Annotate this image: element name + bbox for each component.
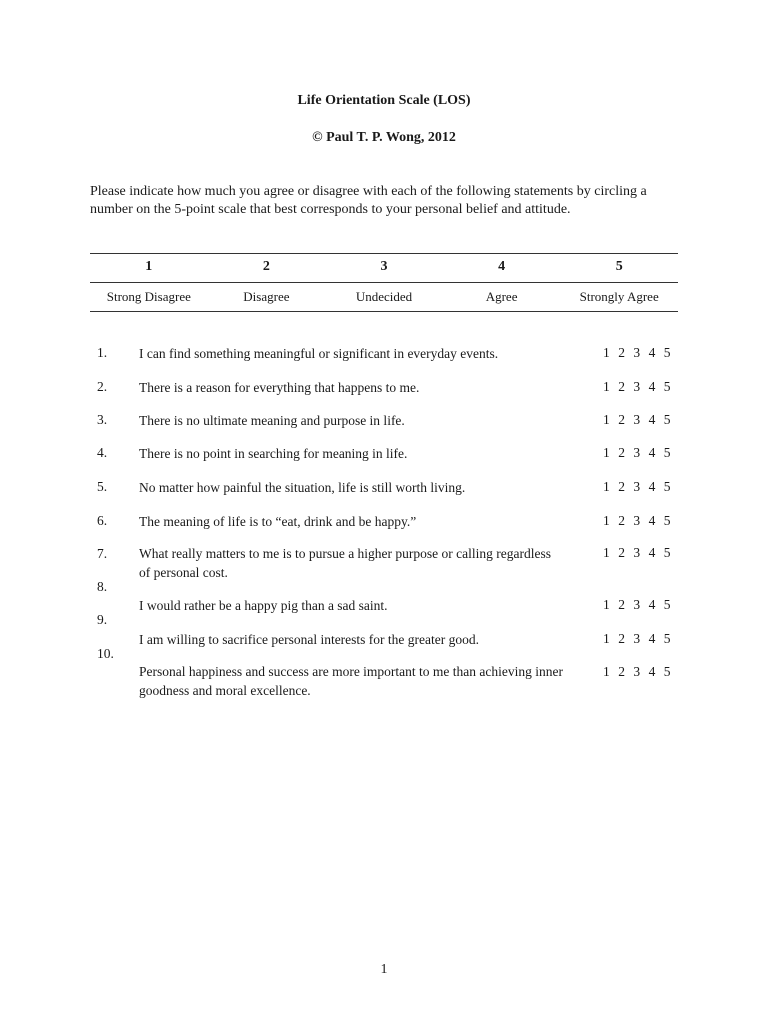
- scale-label: Agree: [485, 289, 518, 304]
- response-option-3[interactable]: 3: [633, 345, 641, 360]
- response-option-4[interactable]: 4: [648, 545, 656, 560]
- response-option-3[interactable]: 3: [633, 597, 641, 612]
- response-option-1[interactable]: 1: [603, 479, 610, 494]
- scale-label: Strong Disagree: [106, 289, 191, 304]
- item-statement: I can find something meaningful or significant in everyday events.: [139, 346, 499, 361]
- response-option-5[interactable]: 5: [663, 545, 671, 560]
- response-option-2[interactable]: 2: [618, 631, 625, 646]
- response-option-5[interactable]: 5: [663, 412, 671, 427]
- response-option-2[interactable]: 2: [618, 545, 625, 560]
- response-option-1[interactable]: 1: [603, 412, 610, 427]
- item-statement: There is no point in searching for meaning in life.: [139, 446, 408, 461]
- response-option-5[interactable]: 5: [663, 479, 671, 494]
- scale-number: 1: [145, 259, 153, 274]
- item-response-scale: [603, 513, 679, 529]
- response-option-5[interactable]: 5: [663, 513, 671, 528]
- response-option-3[interactable]: 3: [633, 513, 641, 528]
- scale-number: 4: [498, 259, 506, 274]
- response-option-2[interactable]: 2: [618, 345, 625, 360]
- scale-label: Strongly Agree: [579, 289, 659, 304]
- response-option-1[interactable]: 1: [603, 445, 610, 460]
- item-statement: I am willing to sacrifice personal interests for the greater good.: [139, 632, 480, 647]
- response-option-2[interactable]: 2: [618, 479, 625, 494]
- response-option-3[interactable]: 3: [633, 479, 641, 494]
- response-option-2[interactable]: 2: [618, 513, 625, 528]
- response-option-4[interactable]: 4: [648, 513, 656, 528]
- item-response-scale: [603, 479, 679, 495]
- response-option-4[interactable]: 4: [648, 412, 656, 427]
- response-option-1[interactable]: 1: [603, 379, 610, 394]
- copyright-line: © Paul T. P. Wong, 2012: [312, 130, 456, 145]
- response-option-3[interactable]: 3: [633, 631, 641, 646]
- scale-number: 3: [380, 259, 388, 274]
- item-number: 4.: [97, 445, 108, 460]
- scale-label: Undecided: [355, 289, 413, 304]
- response-option-2[interactable]: 2: [618, 445, 625, 460]
- response-option-1[interactable]: 1: [603, 513, 610, 528]
- item-statement: What really matters to me is to pursue a higher purpose or calling regardless of personal cost.: [139, 546, 551, 580]
- item-response-scale: [603, 664, 679, 680]
- item-number: 6.: [97, 513, 108, 528]
- response-option-4[interactable]: 4: [648, 479, 656, 494]
- scale-label: Disagree: [243, 289, 290, 304]
- page-title: Life Orientation Scale (LOS): [297, 93, 471, 108]
- response-option-1[interactable]: 1: [603, 597, 610, 612]
- response-option-5[interactable]: 5: [663, 664, 671, 679]
- item-response-scale: [603, 412, 679, 428]
- item-response-scale: [603, 545, 679, 561]
- item-statement: The meaning of life is to “eat, drink and be happy.”: [139, 514, 417, 529]
- item-number: 5.: [97, 479, 108, 494]
- item-number: 10.: [97, 646, 114, 661]
- item-statement: I would rather be a happy pig than a sad saint.: [139, 598, 388, 613]
- item-number: 2.: [97, 379, 108, 394]
- item-statement: There is no ultimate meaning and purpose in life.: [139, 413, 405, 428]
- response-option-3[interactable]: 3: [633, 412, 641, 427]
- response-option-5[interactable]: 5: [663, 445, 671, 460]
- item-number: 8.: [97, 579, 108, 594]
- response-option-4[interactable]: 4: [648, 345, 656, 360]
- response-option-4[interactable]: 4: [648, 597, 656, 612]
- scale-divider: [90, 282, 678, 283]
- response-option-1[interactable]: 1: [603, 345, 610, 360]
- response-option-5[interactable]: 5: [663, 631, 671, 646]
- response-option-1[interactable]: 1: [603, 545, 610, 560]
- item-response-scale: [603, 445, 679, 461]
- item-number: 1.: [97, 345, 108, 360]
- response-option-5[interactable]: 5: [663, 345, 671, 360]
- instructions-paragraph: Please indicate how much you agree or disagree with each of the following statements by circling a number on the 5-point scale that best corresponds to your personal belief and attitude.: [90, 184, 647, 217]
- item-statement: Personal happiness and success are more important to me than achieving inner goodness and moral excellence.: [139, 664, 563, 698]
- response-option-3[interactable]: 3: [633, 545, 641, 560]
- response-option-3[interactable]: 3: [633, 379, 641, 394]
- item-statement: No matter how painful the situation, life is still worth living.: [139, 480, 466, 495]
- response-option-2[interactable]: 2: [618, 412, 625, 427]
- response-option-2[interactable]: 2: [618, 664, 625, 679]
- item-number: 9.: [97, 612, 108, 627]
- response-option-2[interactable]: 2: [618, 379, 625, 394]
- response-option-4[interactable]: 4: [648, 445, 656, 460]
- response-option-5[interactable]: 5: [663, 597, 671, 612]
- item-number: 3.: [97, 412, 108, 427]
- rating-scale-legend: [90, 253, 678, 312]
- item-response-scale: [603, 345, 679, 361]
- item-response-scale: [603, 597, 679, 613]
- response-option-4[interactable]: 4: [648, 664, 656, 679]
- response-option-4[interactable]: 4: [648, 631, 656, 646]
- response-option-2[interactable]: 2: [618, 597, 625, 612]
- item-response-scale: [603, 631, 679, 647]
- item-statement: There is a reason for everything that happens to me.: [139, 380, 420, 395]
- response-option-3[interactable]: 3: [633, 664, 641, 679]
- scale-number: 2: [262, 259, 270, 274]
- response-option-1[interactable]: 1: [603, 664, 610, 679]
- response-option-4[interactable]: 4: [648, 379, 656, 394]
- page-number: 1: [380, 962, 388, 977]
- response-option-3[interactable]: 3: [633, 445, 641, 460]
- response-option-5[interactable]: 5: [663, 379, 671, 394]
- item-response-scale: [603, 379, 679, 395]
- item-number: 7.: [97, 546, 108, 561]
- scale-number: 5: [615, 259, 623, 274]
- response-option-1[interactable]: 1: [603, 631, 610, 646]
